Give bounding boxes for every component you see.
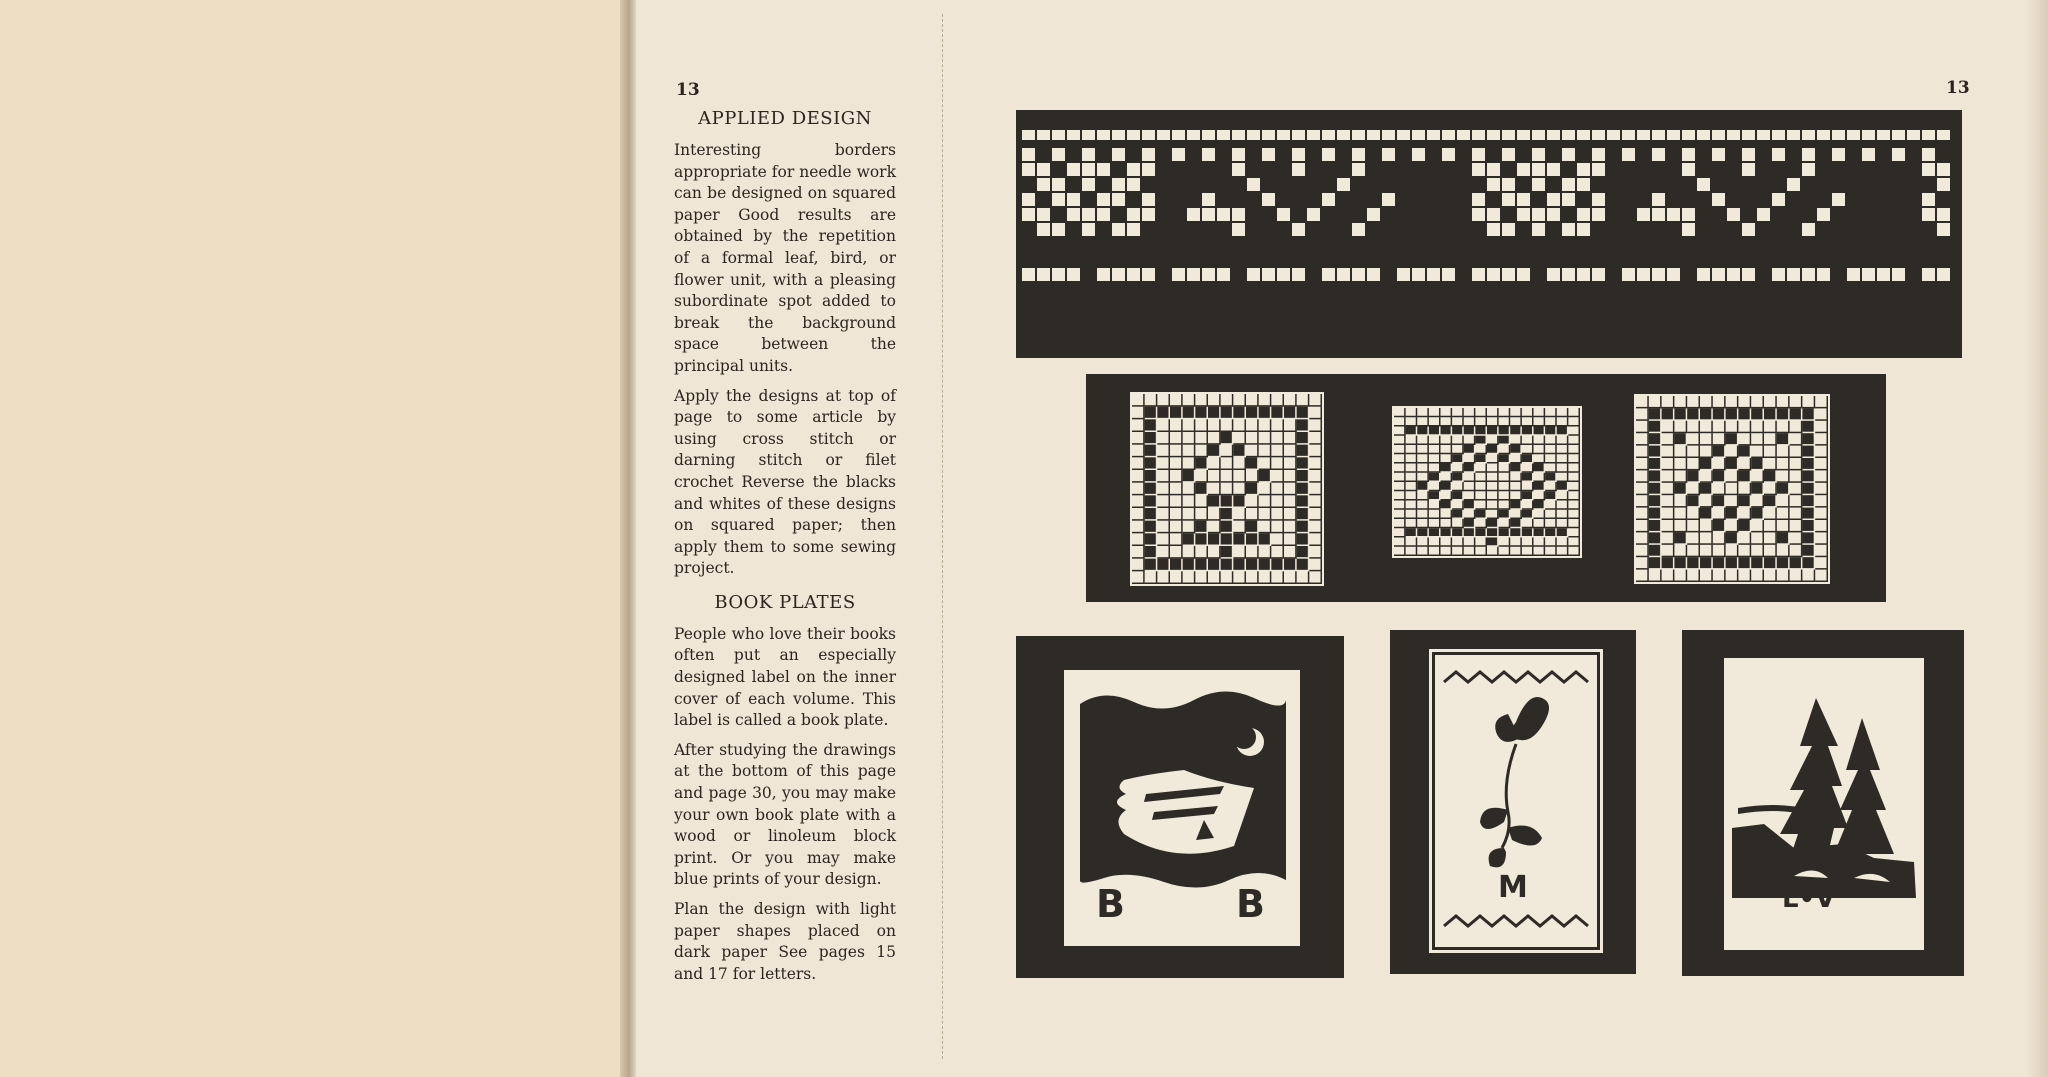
diamond-square-motif xyxy=(1392,406,1582,558)
applied-design-paragraph-2: Apply the designs at top of page to some article by using cross stitch or darning stitch or filet crochet Reverse the blacks and whites of these designs on squared paper; then apply them to some sewing project. xyxy=(674,386,896,578)
border-grid-pattern xyxy=(1016,110,1962,358)
book-plates-heading: BOOK PLATES xyxy=(714,591,856,613)
border-design-band xyxy=(1016,110,1962,358)
book-plate-trees xyxy=(1682,630,1964,976)
book-plates-paragraph-2: After studying the drawings at the bottom of this page and page 30, you may make your own book plate with a wood or linoleum block print. Or you may make blue prints of your design. xyxy=(674,740,896,889)
fold-line xyxy=(942,14,943,1059)
applied-design-paragraph-1: Interesting borders appropriate for needle work can be designed on squared paper Good results are obtained by the repetition of a formal leaf, bird, or flower unit, with a pleasing subordinate spot added to break the background space between the principal units. xyxy=(674,141,896,375)
page-number-left: 13 xyxy=(676,80,700,100)
flower-initial: M xyxy=(1498,870,1528,905)
text-column xyxy=(674,108,896,993)
book-plates-paragraph-1: People who love their books often put an especially designed label on the inner cover of each volume. This label is called a book plate. xyxy=(674,624,896,730)
book-plate-ship xyxy=(1016,636,1344,978)
book-plates-paragraph-3: Plan the design with light paper shapes placed on dark paper See pages 15 and 17 for letters. xyxy=(674,900,896,983)
flower-icon xyxy=(1432,652,1600,950)
trees-initials: L•V xyxy=(1782,884,1836,914)
flower-square-motif xyxy=(1130,392,1324,586)
page-edge-shadow xyxy=(2026,0,2048,1077)
book-plate-flower xyxy=(1390,630,1636,974)
book-gutter xyxy=(620,0,636,1077)
cross-square-motif xyxy=(1634,394,1830,584)
ship-initial-left: B xyxy=(1096,882,1125,926)
applied-design-heading: APPLIED DESIGN xyxy=(698,108,872,129)
page-number-right: 13 xyxy=(1946,78,1970,98)
left-page xyxy=(0,0,628,1077)
square-motif-panel xyxy=(1086,374,1886,602)
ship-initial-right: B xyxy=(1236,882,1265,926)
